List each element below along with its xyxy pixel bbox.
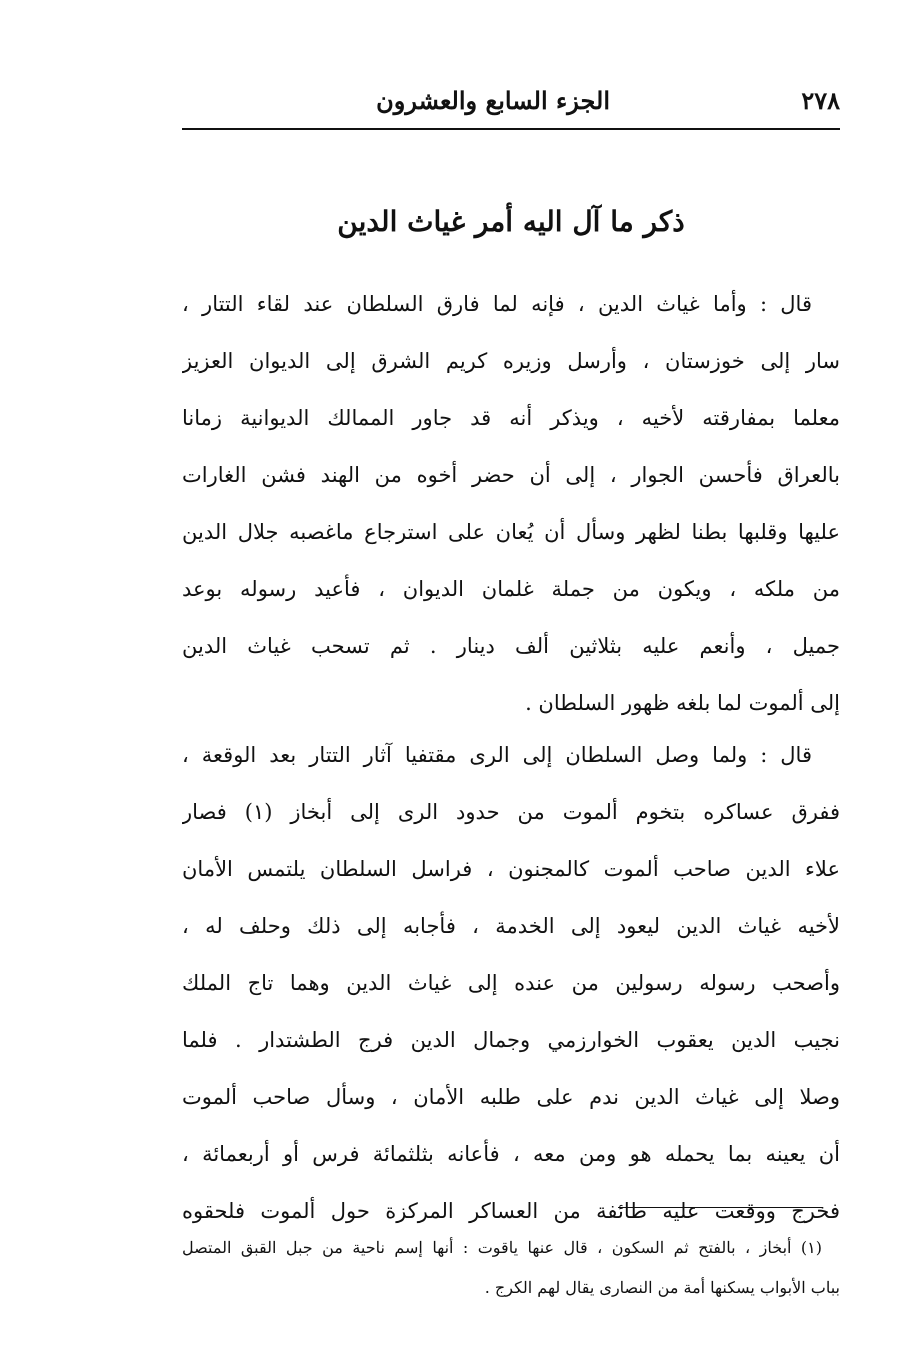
text-line: قال : ولما وصل السلطان إلى الرى مقتفيا آثار التتار بعد الوقعة ، bbox=[182, 743, 812, 767]
running-header bbox=[182, 86, 840, 126]
text-line: جميل ، وأنعم عليه بثلاثين ألف دينار . ثم تسحب غياث الدين bbox=[182, 634, 840, 658]
text-line: علاء الدين صاحب ألموت كالمجنون ، فراسل السلطان يلتمس الأمان bbox=[182, 857, 840, 881]
page-number: ٢٧٨ bbox=[801, 86, 840, 115]
text-line: فخرج ووقعت عليه طائفة من العساكر المركزة حول ألموت فلحقوه bbox=[182, 1199, 840, 1223]
text-line: وصلا إلى غياث الدين ندم على طلبه الأمان ، وسأل صاحب ألموت bbox=[182, 1085, 840, 1109]
text-line: من ملكه ، ويكون من جملة غلمان الديوان ، فأعيد رسوله بوعد bbox=[182, 577, 840, 601]
text-line: نجيب الدين يعقوب الخوارزمي وجمال الدين فرج الطشتدار . فلما bbox=[182, 1028, 840, 1052]
paragraph-1 bbox=[182, 276, 840, 732]
footnotes bbox=[182, 1228, 840, 1308]
header-rule bbox=[182, 128, 840, 130]
text-line: عليها وقلبها بطنا لظهر وسأل أن يُعان على استرجاع ماغصبه جلال الدين bbox=[182, 520, 840, 544]
running-title: الجزء السابع والعشرون bbox=[376, 86, 610, 115]
text-line: وأصحب رسوله رسولين من عنده إلى غياث الدين وهما تاج الملك bbox=[182, 971, 840, 995]
section-heading: ذكر ما آل اليه أمر غياث الدين bbox=[337, 205, 685, 238]
paragraph-2 bbox=[182, 727, 840, 1240]
footnote-line: (١) أبخاز ، بالفتح ثم السكون ، قال عنها ياقوت : أنها إسم ناحية من جبل القبق المتصل bbox=[182, 1238, 822, 1257]
text-line: معلما بمفارقته لأخيه ، ويذكر أنه قد جاور الممالك الديوانية زمانا bbox=[182, 406, 840, 430]
text-line: لأخيه غياث الدين ليعود إلى الخدمة ، فأجابه إلى ذلك وحلف له ، bbox=[182, 914, 840, 938]
text-line: سار إلى خوزستان ، وأرسل وزيره كريم الشرق إلى الديوان العزيز bbox=[182, 349, 840, 373]
footnote-rule bbox=[618, 1207, 822, 1208]
text-line: إلى ألموت لما بلغه ظهور السلطان . bbox=[525, 691, 840, 715]
text-line: قال : وأما غياث الدين ، فإنه لما فارق السلطان عند لقاء التتار ، bbox=[182, 292, 812, 316]
text-line: أن يعينه بما يحمله هو ومن معه ، فأعانه بثلثمائة فرس أو أربعمائة ، bbox=[182, 1142, 840, 1166]
footnote-line: بباب الأبواب يسكنها أمة من النصارى يقال لهم الكرج . bbox=[484, 1278, 840, 1297]
text-line: بالعراق فأحسن الجوار ، إلى أن حضر أخوه من الهند فشن الغارات bbox=[182, 463, 840, 487]
text-line: ففرق عساكره بتخوم ألموت من حدود الرى إلى أبخاز (١) فصار bbox=[182, 800, 840, 824]
